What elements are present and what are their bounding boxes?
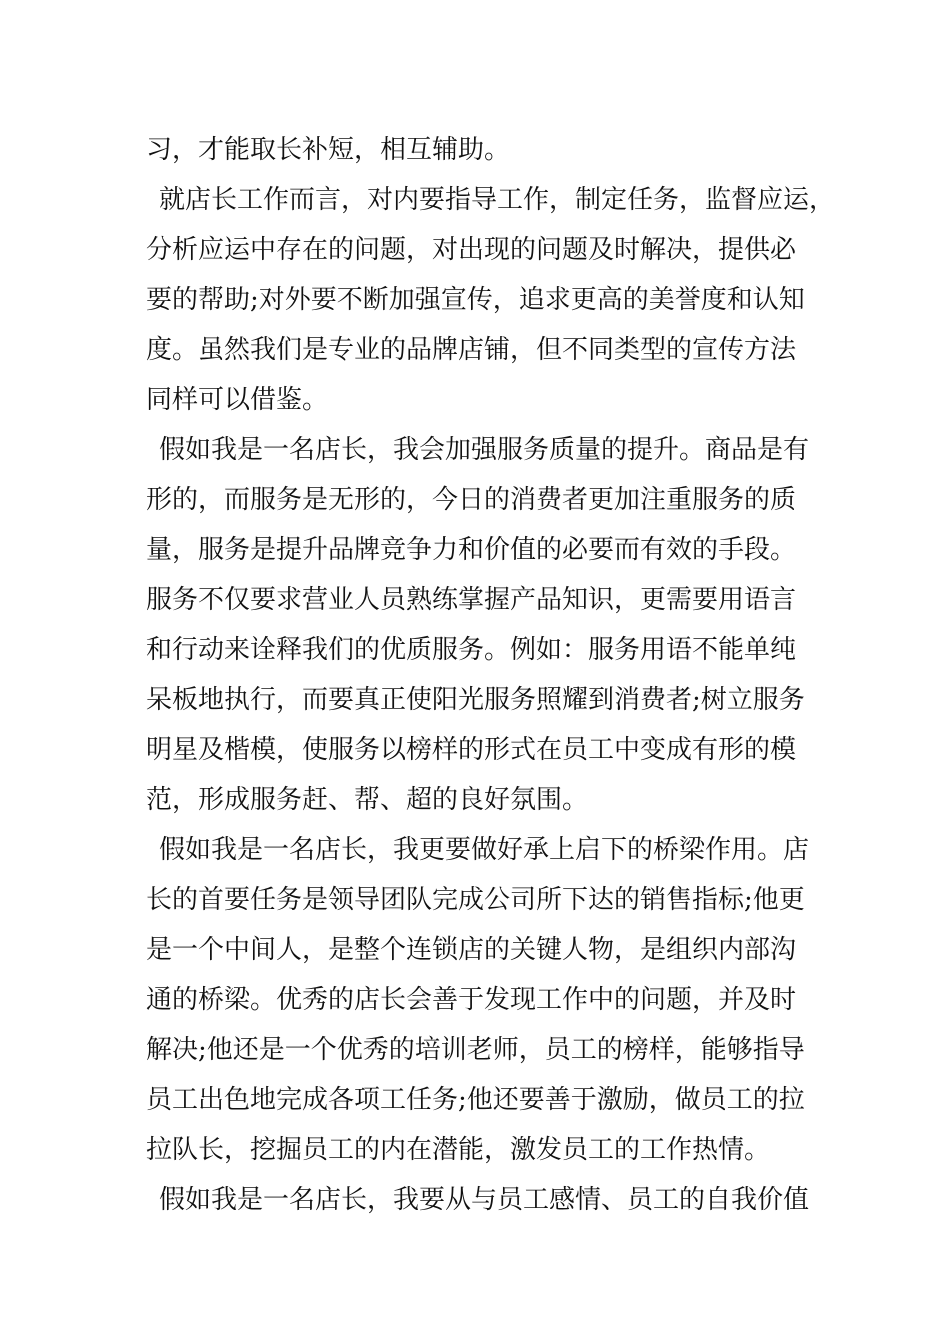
text-line: 是一个中间人，是整个连锁店的关键人物，是组织内部沟 (146, 935, 797, 965)
paragraph (146, 1175, 818, 1225)
text-line: 分析应运中存在的问题，对出现的问题及时解决，提供必 (146, 235, 797, 265)
text-line: 就店长工作而言，对内要指导工作，制定任务，监督应运， (159, 185, 836, 215)
text-line: 形的，而服务是无形的，今日的消费者更加注重服务的质 (146, 485, 797, 515)
text-line: 习，才能取长补短，相互辅助。 (146, 135, 511, 165)
text-line: 假如我是一名店长，我要从与员工感情、员工的自我价值 (159, 1185, 810, 1215)
text-line: 度。虽然我们是专业的品牌店铺，但不同类型的宣传方法 (146, 335, 797, 365)
text-line: 长的首要任务是领导团队完成公司所下达的销售指标;他更 (146, 885, 805, 915)
text-line: 量，服务是提升品牌竞争力和价值的必要而有效的手段。 (146, 535, 797, 565)
text-line: 假如我是一名店长，我会加强服务质量的提升。商品是有 (159, 435, 810, 465)
paragraph (146, 825, 818, 1175)
text-line: 范，形成服务赶、帮、超的良好氛围。 (146, 785, 589, 815)
text-line: 通的桥梁。优秀的店长会善于发现工作中的问题，并及时 (146, 985, 797, 1015)
text-line: 明星及楷模，使服务以榜样的形式在员工中变成有形的模 (146, 735, 797, 765)
paragraph (146, 425, 818, 825)
document-body (146, 125, 836, 1225)
text-line: 呆板地执行，而要真正使阳光服务照耀到消费者;树立服务 (146, 685, 805, 715)
text-line: 解决;他还是一个优秀的培训老师，员工的榜样，能够指导 (146, 1035, 805, 1065)
paragraph (146, 125, 818, 175)
text-line: 员工出色地完成各项工任务;他还要善于激励，做员工的拉 (146, 1085, 805, 1115)
text-line: 要的帮助;对外要不断加强宣传，追求更高的美誉度和认知 (146, 285, 805, 315)
text-line: 拉队长，挖掘员工的内在潜能，激发员工的工作热情。 (146, 1135, 771, 1165)
text-line: 和行动来诠释我们的优质服务。例如：服务用语不能单纯 (146, 635, 797, 665)
text-line: 假如我是一名店长，我更要做好承上启下的桥梁作用。店 (159, 835, 810, 865)
text-line: 同样可以借鉴。 (146, 385, 329, 415)
text-line: 服务不仅要求营业人员熟练掌握产品知识，更需要用语言 (146, 585, 797, 615)
paragraph (146, 175, 836, 425)
